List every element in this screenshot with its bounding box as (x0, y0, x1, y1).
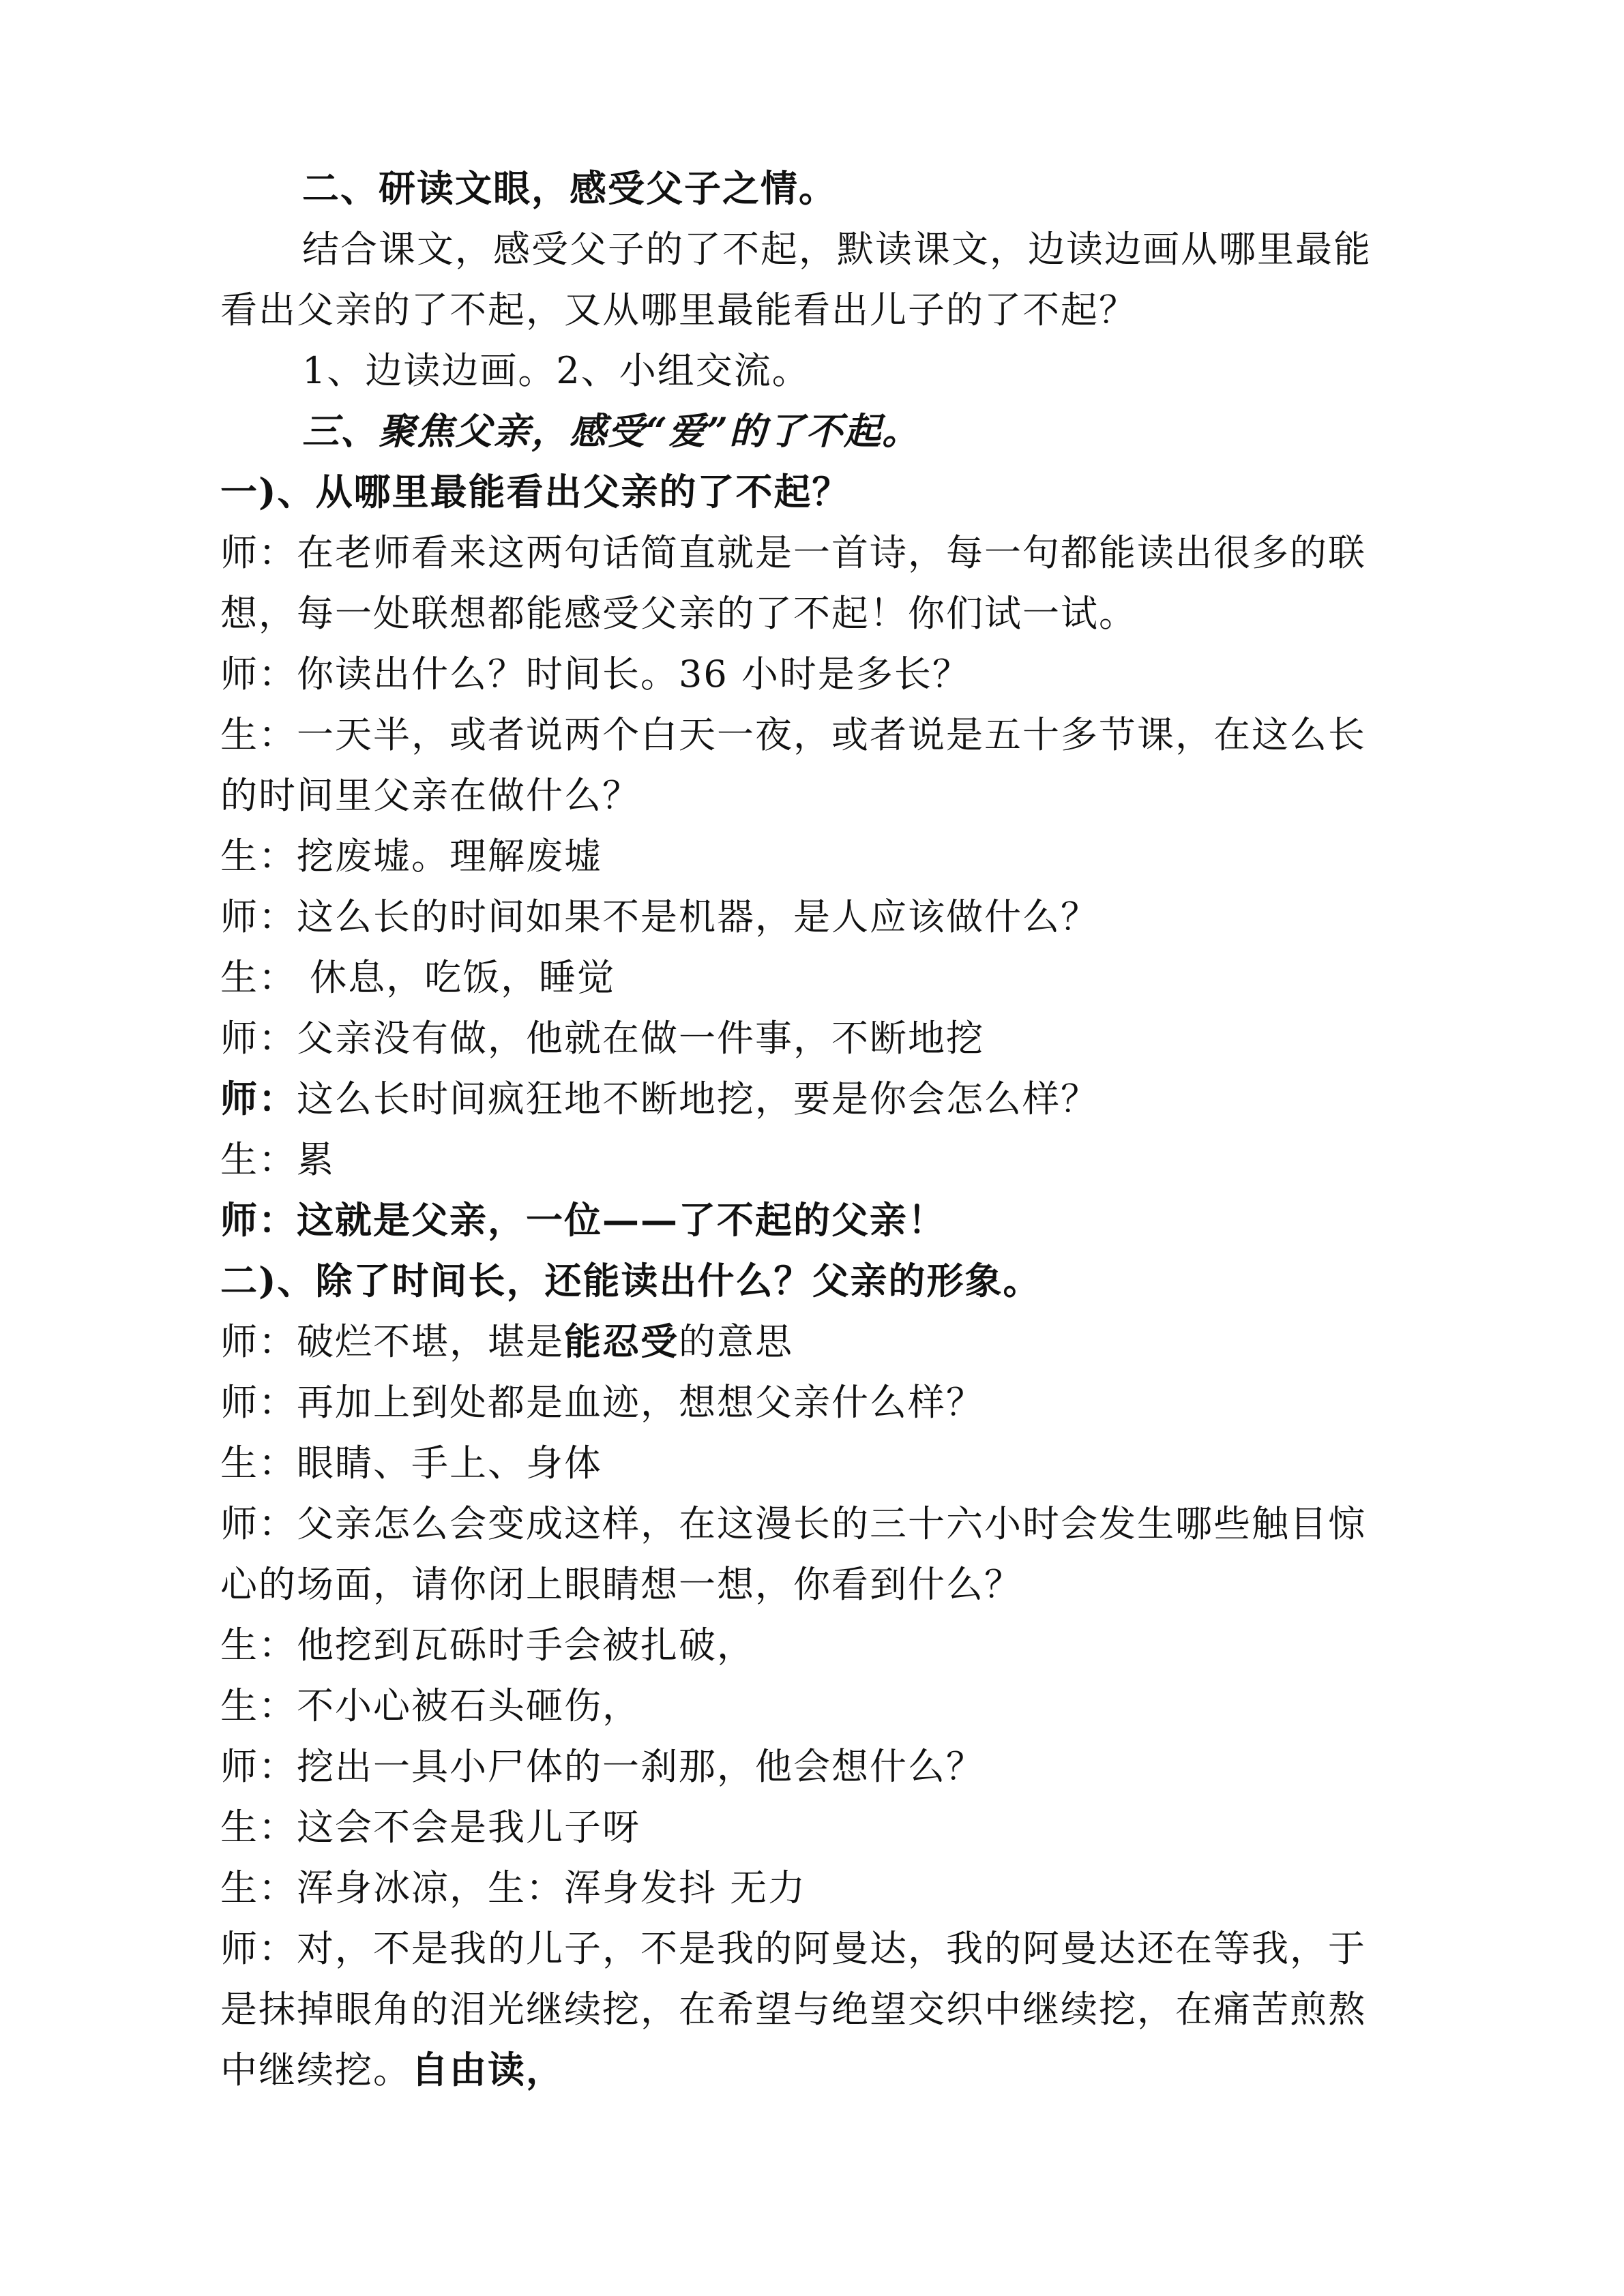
dialogue-line: 师：你读出什么？时间长。36 小时是多长？ (220, 653, 971, 696)
dialogue-line (220, 1311, 1393, 1372)
dialogue-line: 生：浑身冰凉，生：浑身发抖 无力 (220, 1866, 807, 1909)
dialogue-line: 心的场面，请你闭上眼睛想一想，你看到什么？ (220, 1563, 1022, 1606)
dialogue-line: 生：不小心被石头砸伤， (220, 1684, 640, 1727)
dialogue-text: 中继续挖。 (220, 2048, 411, 2091)
dialogue-line: 生： 休息，吃饭，睡觉 (220, 956, 616, 999)
paragraph-line: 结合课文，感受父子的了不起，默读课文，边读边画从哪里最能 (302, 228, 1372, 271)
dialogue-line (220, 1069, 1393, 1129)
dialogue-line: 师：挖出一具小尸体的一刹那，他会想什么？ (220, 1745, 984, 1788)
dialogue-line: 师：这么长的时间如果不是机器，是人应该做什么？ (220, 895, 1099, 938)
dialogue-line: 想，每一处联想都能感受父亲的了不起！你们试一试。 (220, 592, 1137, 635)
dialogue-line: 是抹掉眼角的泪光继续挖，在希望与绝望交织中继续挖，在痛苦煎熬 (220, 1988, 1366, 2031)
dialogue-line (220, 2040, 1393, 2100)
subsection-heading-2: 二)、除了时间长，还能读出什么？父亲的形象。 (220, 1259, 1042, 1302)
dialogue-line: 生：累 (220, 1138, 335, 1181)
dialogue-text: 的意思 (679, 1320, 793, 1363)
section-heading-2: 二、研读文眼，感受父子之情。 (302, 166, 837, 210)
dialogue-line: 生：挖废墟。理解废墟 (220, 835, 602, 878)
dialogue-line: 生：一天半，或者说两个白天一夜，或者说是五十多节课，在这么长 (220, 713, 1366, 756)
dialogue-line: 师：再加上到处都是血迹，想想父亲什么样？ (220, 1381, 984, 1424)
steps-line: 1、边读边画。2、小组交流。 (302, 349, 810, 392)
speaker-label: 师： (220, 1077, 297, 1120)
dialogue-line: 生：眼睛、手上、身体 (220, 1442, 602, 1485)
conclusion-line: 师：这就是父亲，一位——了不起的父亲！ (220, 1198, 946, 1242)
subsection-heading-1: 一)、从哪里最能看出父亲的了不起？ (220, 470, 851, 513)
dialogue-line: 师：在老师看来这两句话简直就是一首诗，每一句都能读出很多的联 (220, 531, 1366, 574)
dialogue-line: 师：父亲怎么会变成这样，在这漫长的三十六小时会发生哪些触目惊 (220, 1502, 1366, 1545)
dialogue-text: 师：破烂不堪，堪是 (220, 1320, 564, 1363)
paragraph-line: 看出父亲的了不起，又从哪里最能看出儿子的了不起？ (220, 288, 1137, 331)
dialogue-line: 生：这会不会是我儿子呀 (220, 1806, 640, 1849)
dialogue-line: 师：父亲没有做，他就在做一件事，不断地挖 (220, 1017, 984, 1060)
emphasis-text: 能忍受 (564, 1320, 679, 1363)
dialogue-line: 师：对，不是我的儿子，不是我的阿曼达，我的阿曼达还在等我，于 (220, 1927, 1366, 1970)
emphasis-text: 自由读， (411, 2048, 564, 2091)
dialogue-line: 的时间里父亲在做什么？ (220, 774, 640, 817)
section-heading-3: 三、聚焦父亲，感受“爱”的了不起。 (302, 409, 921, 453)
dialogue-line: 生：他挖到瓦砾时手会被扎破， (220, 1624, 755, 1667)
document-page (220, 158, 1393, 2100)
dialogue-text: 这么长时间疯狂地不断地挖，要是你会怎么样？ (297, 1077, 1099, 1120)
